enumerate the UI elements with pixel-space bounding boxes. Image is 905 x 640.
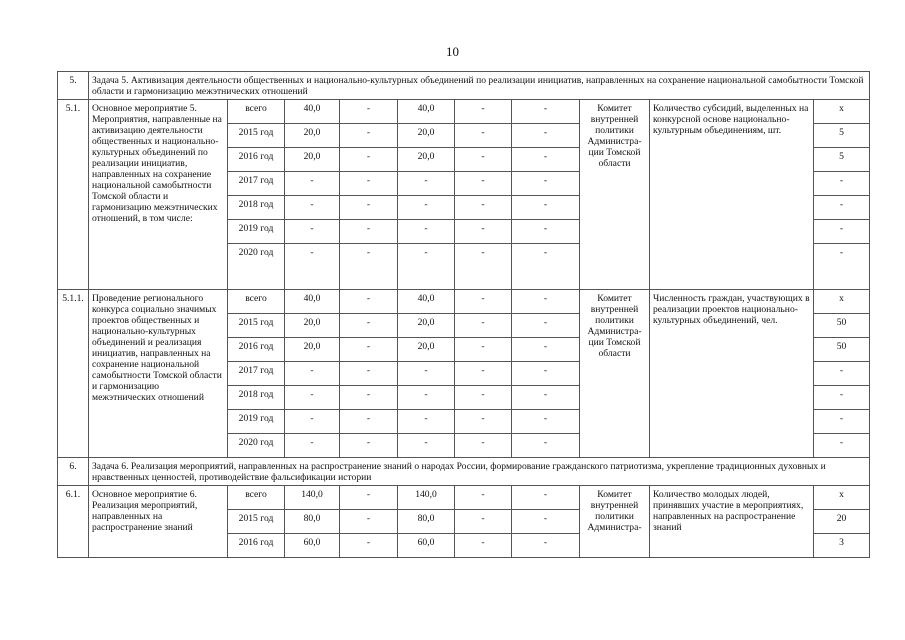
other-cell: - <box>512 290 580 314</box>
indicator-cell: Количество субсидий, выделенных на конкурсной основе национально-культурным объединениям, шт. <box>650 100 814 290</box>
task-text: Задача 6. Реализация мероприятий, направленных на распространение знаний о народах России, формирование гражданского патриотизма, укрепление традиционных духовных и нравственных ценностей, противодействие фальсификации истории <box>89 458 870 486</box>
regional-cell: - <box>398 220 455 244</box>
total-cell: 20,0 <box>285 314 340 338</box>
year-cell: 2020 год <box>228 244 285 290</box>
regional-cell: 20,0 <box>398 314 455 338</box>
other-cell: - <box>512 196 580 220</box>
other-cell: - <box>512 510 580 534</box>
target-cell: - <box>814 362 870 386</box>
target-cell: - <box>814 196 870 220</box>
total-cell: - <box>285 172 340 196</box>
federal-cell: - <box>340 338 398 362</box>
item-number: 5.1.1. <box>58 290 89 458</box>
total-cell: - <box>285 220 340 244</box>
regional-cell: 140,0 <box>398 486 455 510</box>
federal-cell: - <box>340 172 398 196</box>
federal-cell: - <box>340 220 398 244</box>
federal-cell: - <box>340 434 398 458</box>
other-cell: - <box>512 434 580 458</box>
other-cell: - <box>512 244 580 290</box>
target-cell: - <box>814 244 870 290</box>
page-number: 10 <box>446 44 459 59</box>
target-cell: - <box>814 434 870 458</box>
federal-cell: - <box>340 100 398 124</box>
local-cell: - <box>455 410 512 434</box>
total-cell: - <box>285 244 340 290</box>
total-cell: - <box>285 434 340 458</box>
regional-cell: - <box>398 410 455 434</box>
activity-name: Основное мероприятие 6. Реализация мероприятий, направленных на распространение знаний <box>89 486 228 558</box>
task-row <box>58 458 870 486</box>
total-cell: - <box>285 362 340 386</box>
target-cell: 20 <box>814 510 870 534</box>
year-cell: 2016 год <box>228 338 285 362</box>
local-cell: - <box>455 314 512 338</box>
local-cell: - <box>455 434 512 458</box>
regional-cell: 40,0 <box>398 290 455 314</box>
executor-cell: Комитет внутренней политики Администра-ции Томской области <box>580 290 650 458</box>
year-cell: 2016 год <box>228 148 285 172</box>
task-number: 6. <box>58 458 89 486</box>
total-cell: - <box>285 410 340 434</box>
other-cell: - <box>512 124 580 148</box>
other-cell: - <box>512 172 580 196</box>
total-cell: 20,0 <box>285 148 340 172</box>
year-cell: всего <box>228 290 285 314</box>
regional-cell: - <box>398 196 455 220</box>
local-cell: - <box>455 148 512 172</box>
target-cell: 5 <box>814 148 870 172</box>
target-cell: 3 <box>814 534 870 558</box>
local-cell: - <box>455 362 512 386</box>
federal-cell: - <box>340 386 398 410</box>
year-cell: 2015 год <box>228 314 285 338</box>
regional-cell: - <box>398 172 455 196</box>
year-cell: 2020 год <box>228 434 285 458</box>
local-cell: - <box>455 220 512 244</box>
item-number: 6.1. <box>58 486 89 558</box>
federal-cell: - <box>340 314 398 338</box>
year-cell: 2019 год <box>228 220 285 244</box>
regional-cell: 40,0 <box>398 100 455 124</box>
year-cell: 2017 год <box>228 172 285 196</box>
indicator-cell: Численность граждан, участвующих в реализации проектов национально-культурных объединений, чел. <box>650 290 814 458</box>
year-cell: 2015 год <box>228 510 285 534</box>
local-cell: - <box>455 338 512 362</box>
total-cell: 40,0 <box>285 290 340 314</box>
other-cell: - <box>512 100 580 124</box>
target-cell: - <box>814 220 870 244</box>
target-cell: - <box>814 386 870 410</box>
year-cell: 2018 год <box>228 386 285 410</box>
total-cell: 60,0 <box>285 534 340 558</box>
other-cell: - <box>512 220 580 244</box>
regional-cell: 20,0 <box>398 124 455 148</box>
other-cell: - <box>512 410 580 434</box>
local-cell: - <box>455 172 512 196</box>
local-cell: - <box>455 510 512 534</box>
federal-cell: - <box>340 290 398 314</box>
federal-cell: - <box>340 196 398 220</box>
executor-cell: Комитет внутренней политики Администра-ции Томской области <box>580 100 650 290</box>
target-cell: х <box>814 290 870 314</box>
item-number: 5.1. <box>58 100 89 290</box>
year-cell: всего <box>228 486 285 510</box>
target-cell: х <box>814 100 870 124</box>
regional-cell: - <box>398 244 455 290</box>
federal-cell: - <box>340 486 398 510</box>
target-cell: 5 <box>814 124 870 148</box>
table-row <box>58 100 870 124</box>
local-cell: - <box>455 244 512 290</box>
federal-cell: - <box>340 244 398 290</box>
table-row <box>58 486 870 510</box>
indicator-cell: Количество молодых людей, принявших участие в мероприятиях, направленных на распространение знаний <box>650 486 814 558</box>
regional-cell: 20,0 <box>398 148 455 172</box>
local-cell: - <box>455 100 512 124</box>
task-row <box>58 72 870 100</box>
total-cell: 20,0 <box>285 124 340 148</box>
total-cell: - <box>285 196 340 220</box>
table-row <box>58 290 870 314</box>
regional-cell: 60,0 <box>398 534 455 558</box>
other-cell: - <box>512 338 580 362</box>
year-cell: 2016 год <box>228 534 285 558</box>
activity-name: Проведение регионального конкурса социально значимых проектов общественных и национально-культурных объединений и реализация инициатив, направленных на сохранение национальной самобытности Томской области и гармонизацию межэтнических отношений <box>89 290 228 458</box>
other-cell: - <box>512 314 580 338</box>
federal-cell: - <box>340 510 398 534</box>
local-cell: - <box>455 196 512 220</box>
total-cell: 80,0 <box>285 510 340 534</box>
federal-cell: - <box>340 124 398 148</box>
year-cell: всего <box>228 100 285 124</box>
regional-cell: 80,0 <box>398 510 455 534</box>
other-cell: - <box>512 534 580 558</box>
task-number: 5. <box>58 72 89 100</box>
target-cell: - <box>814 172 870 196</box>
federal-cell: - <box>340 362 398 386</box>
federal-cell: - <box>340 148 398 172</box>
local-cell: - <box>455 124 512 148</box>
target-cell: 50 <box>814 338 870 362</box>
year-cell: 2017 год <box>228 362 285 386</box>
total-cell: 40,0 <box>285 100 340 124</box>
other-cell: - <box>512 148 580 172</box>
target-cell: х <box>814 486 870 510</box>
year-cell: 2018 год <box>228 196 285 220</box>
task-text: Задача 5. Активизация деятельности общественных и национально-культурных объединений по реализации инициатив, направленных на сохранение национальной самобытности Томской области и гармонизацию межэтнических отношений <box>89 72 870 100</box>
activity-name: Основное мероприятие 5. Мероприятия, направленные на активизацию деятельности общественных и национально-культурных объединений по реализации инициатив, направленных на сохранение национальной самобытности Томской области и гармонизацию межэтнических отношений, в том числе: <box>89 100 228 290</box>
federal-cell: - <box>340 410 398 434</box>
regional-cell: - <box>398 434 455 458</box>
local-cell: - <box>455 386 512 410</box>
other-cell: - <box>512 486 580 510</box>
total-cell: 20,0 <box>285 338 340 362</box>
regional-cell: - <box>398 386 455 410</box>
target-cell: - <box>814 410 870 434</box>
program-table <box>57 71 870 558</box>
total-cell: 140,0 <box>285 486 340 510</box>
regional-cell: 20,0 <box>398 338 455 362</box>
federal-cell: - <box>340 534 398 558</box>
regional-cell: - <box>398 362 455 386</box>
local-cell: - <box>455 534 512 558</box>
total-cell: - <box>285 386 340 410</box>
target-cell: 50 <box>814 314 870 338</box>
local-cell: - <box>455 486 512 510</box>
other-cell: - <box>512 362 580 386</box>
local-cell: - <box>455 290 512 314</box>
year-cell: 2015 год <box>228 124 285 148</box>
executor-cell: Комитет внутренней политики Администра- <box>580 486 650 558</box>
year-cell: 2019 год <box>228 410 285 434</box>
other-cell: - <box>512 386 580 410</box>
